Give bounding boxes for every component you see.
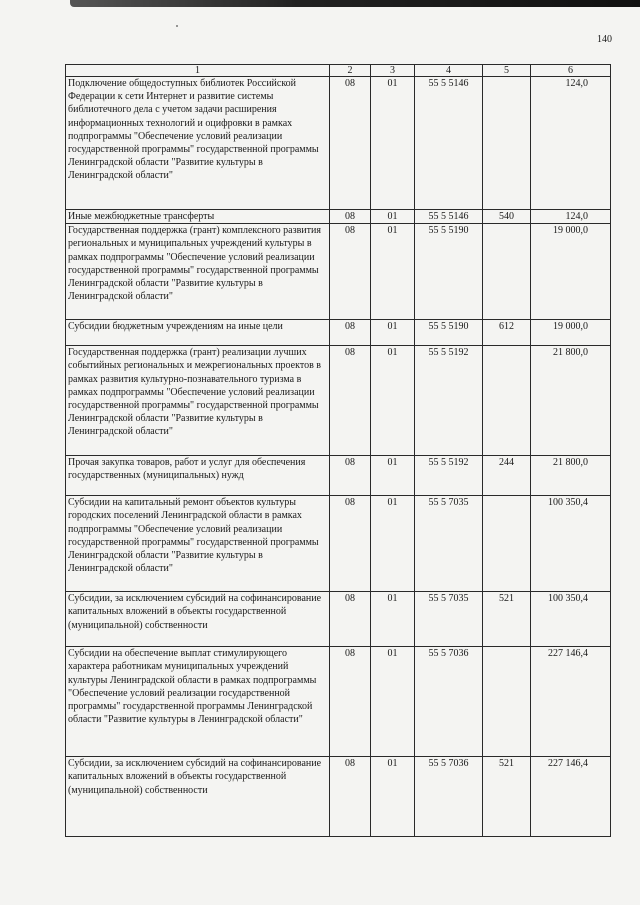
row-amount: 124,0 bbox=[531, 77, 611, 210]
row-target-code: 55 5 7035 bbox=[415, 592, 483, 647]
row-section: 08 bbox=[330, 456, 371, 496]
row-expense-type bbox=[483, 647, 531, 757]
row-subsection: 01 bbox=[371, 757, 415, 837]
row-expense-type: 521 bbox=[483, 757, 531, 837]
row-amount: 21 800,0 bbox=[531, 346, 611, 456]
row-subsection: 01 bbox=[371, 77, 415, 210]
table-row bbox=[66, 647, 611, 757]
row-name: Субсидии, за исключением субсидий на софинансирование капитальных вложений в объекты государственной (муниципальной) собственности bbox=[66, 592, 330, 647]
row-name: Прочая закупка товаров, работ и услуг для обеспечения государственных (муниципальных) нужд bbox=[66, 456, 330, 496]
row-amount: 19 000,0 bbox=[531, 320, 611, 346]
table-row bbox=[66, 224, 611, 320]
row-name: Субсидии, за исключением субсидий на софинансирование капитальных вложений в объекты государственной (муниципальной) собственности bbox=[66, 757, 330, 837]
budget-table bbox=[65, 64, 611, 837]
row-subsection: 01 bbox=[371, 210, 415, 224]
row-subsection: 01 bbox=[371, 592, 415, 647]
row-amount: 21 800,0 bbox=[531, 456, 611, 496]
table-row bbox=[66, 496, 611, 592]
row-target-code: 55 5 5192 bbox=[415, 456, 483, 496]
row-section: 08 bbox=[330, 210, 371, 224]
scan-top-edge bbox=[70, 0, 640, 7]
table-row bbox=[66, 456, 611, 496]
row-expense-type: 521 bbox=[483, 592, 531, 647]
row-amount: 124,0 bbox=[531, 210, 611, 224]
row-section: 08 bbox=[330, 592, 371, 647]
row-section: 08 bbox=[330, 346, 371, 456]
header-col-6: 6 bbox=[531, 65, 611, 77]
table-row bbox=[66, 757, 611, 837]
row-section: 08 bbox=[330, 320, 371, 346]
row-section: 08 bbox=[330, 757, 371, 837]
row-subsection: 01 bbox=[371, 647, 415, 757]
row-amount: 227 146,4 bbox=[531, 757, 611, 837]
row-name: Подключение общедоступных библиотек Российской Федерации к сети Интернет и развитие системы библиотечного дела с учетом задачи расширения информационных технологий и оцифровки в рамках подпрограммы "Обеспечение условий реализации государственной программы" государственной программы Ленинградской области "Развитие культуры в Ленинградской области" bbox=[66, 77, 330, 210]
table-header-row bbox=[66, 65, 611, 77]
row-section: 08 bbox=[330, 647, 371, 757]
table-row bbox=[66, 77, 611, 210]
row-name: Субсидии на капитальный ремонт объектов культуры городских поселений Ленинградской области в рамках подпрограммы "Обеспечение условий реализации государственной программы" государственной программы Ленинградской области "Развитие культуры в Ленинградской области" bbox=[66, 496, 330, 592]
table-row bbox=[66, 346, 611, 456]
row-amount: 19 000,0 bbox=[531, 224, 611, 320]
row-subsection: 01 bbox=[371, 320, 415, 346]
header-col-4: 4 bbox=[415, 65, 483, 77]
row-subsection: 01 bbox=[371, 456, 415, 496]
page-number: 140 bbox=[597, 34, 612, 45]
header-col-1: 1 bbox=[66, 65, 330, 77]
row-subsection: 01 bbox=[371, 496, 415, 592]
row-name: Государственная поддержка (грант) реализации лучших событийных региональных и межрегиональных проектов в рамках развития культурно-познавательного туризма в рамках подпрограммы "Обеспечение условий реализации государственной программы" государственной программы Ленинградской области "Развитие культуры в Ленинградской области" bbox=[66, 346, 330, 456]
row-target-code: 55 5 7036 bbox=[415, 647, 483, 757]
row-name: Иные межбюджетные трансферты bbox=[66, 210, 330, 224]
row-target-code: 55 5 7036 bbox=[415, 757, 483, 837]
row-target-code: 55 5 5146 bbox=[415, 77, 483, 210]
scan-speck bbox=[176, 25, 178, 27]
row-name: Субсидии бюджетным учреждениям на иные цели bbox=[66, 320, 330, 346]
table-row bbox=[66, 320, 611, 346]
row-section: 08 bbox=[330, 224, 371, 320]
row-amount: 227 146,4 bbox=[531, 647, 611, 757]
row-name: Субсидии на обеспечение выплат стимулирующего характера работникам муниципальных учреждений культуры Ленинградской области в рамках подпрограммы "Обеспечение условий реализации государственной программы" государственной программы Ленинградской области "Развитие культуры в Ленинградской области" bbox=[66, 647, 330, 757]
row-expense-type bbox=[483, 224, 531, 320]
row-expense-type bbox=[483, 77, 531, 210]
table-row bbox=[66, 210, 611, 224]
row-target-code: 55 5 5190 bbox=[415, 224, 483, 320]
row-expense-type: 540 bbox=[483, 210, 531, 224]
row-target-code: 55 5 7035 bbox=[415, 496, 483, 592]
row-expense-type bbox=[483, 496, 531, 592]
row-amount: 100 350,4 bbox=[531, 592, 611, 647]
row-section: 08 bbox=[330, 77, 371, 210]
row-expense-type: 244 bbox=[483, 456, 531, 496]
row-subsection: 01 bbox=[371, 346, 415, 456]
row-section: 08 bbox=[330, 496, 371, 592]
table-row bbox=[66, 592, 611, 647]
row-name: Государственная поддержка (грант) комплексного развития региональных и муниципальных учреждений культуры в рамках подпрограммы "Обеспечение условий реализации государственной программы" государственной программы Ленинградской области "Развитие культуры в Ленинградской области" bbox=[66, 224, 330, 320]
row-subsection: 01 bbox=[371, 224, 415, 320]
row-expense-type: 612 bbox=[483, 320, 531, 346]
row-expense-type bbox=[483, 346, 531, 456]
row-target-code: 55 5 5190 bbox=[415, 320, 483, 346]
header-col-5: 5 bbox=[483, 65, 531, 77]
header-col-3: 3 bbox=[371, 65, 415, 77]
row-target-code: 55 5 5192 bbox=[415, 346, 483, 456]
row-target-code: 55 5 5146 bbox=[415, 210, 483, 224]
row-amount: 100 350,4 bbox=[531, 496, 611, 592]
header-col-2: 2 bbox=[330, 65, 371, 77]
